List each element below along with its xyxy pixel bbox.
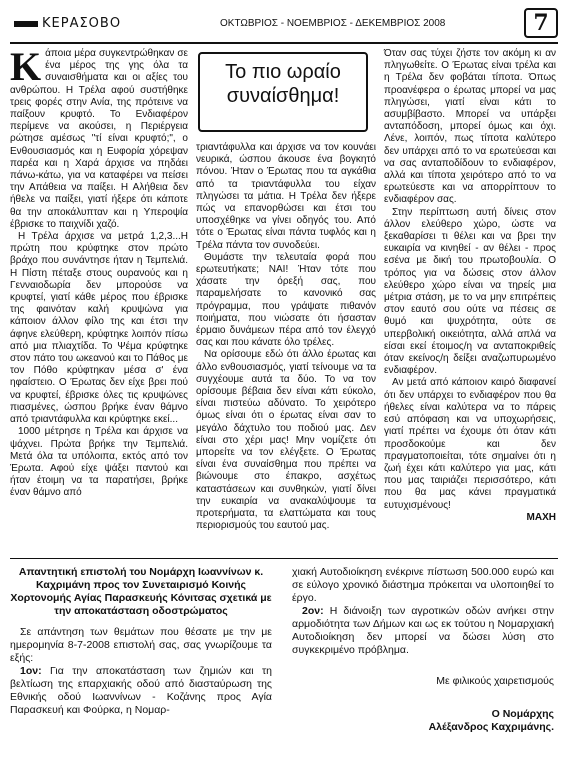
letter-heading: Απαντητική επιστολή του Νομάρχη Ιωαννίνων κ. Καχριμάνη προς τον Συνεταιρισμό Κοινής Χορτονομής Αγίας Παρασκευής Κόνιτσας σχετικά με την αποκατάσταση οδοστρώματος [10, 566, 272, 617]
paragraph: Όταν σας τύχει ζήστε τον ακόμη κι αν πληγωθείτε. Ο Έρωτας είναι τρέλα και η Τρέλα δεν φοβάται τίποτα. Όπως προανέφερα ο έρωτας μπορεί να μας πληγώσει, γιατί είναι κάτι το ασυμβίβαστο. Μπορεί να υπάρξει ανταπόδοση, μπορεί όμως και όχι. Λένε, λοιπόν, πως τίποτα καλύτερο δεν υπάρχει από το να ερωτεύεσαι και να σας ανταποδίδουν το ενδιαφέρον, αλλά και τίποτα χειρότερο από το να ερωτεύεστε και να απορρίπτουν το ενδιαφέρον σας. [384, 48, 556, 206]
article-title-line-2: συναίσθημα! [226, 85, 340, 107]
letter-point-2 [292, 605, 554, 657]
paragraph: τριαντάφυλλα και άρχισε να τον κουνάει νευρικά, ώσπου άκουσε ένα βογκητό πόνου. Ήταν ο Έρωτας που τα αγκάθια από τα τριαντάφυλλα του είχαν πληγώσει τα μάτια. Η Τρέλα δεν ήξερε πώς να επανορθώσει και έτσι του υποσχέθηκε να γίνει οδηγός του. Από τότε ο Έρωτας είναι πάντα τυφλός και η Τρέλα πάντα τον συνοδεύει. [196, 142, 376, 251]
point-label: 2ον: [302, 605, 324, 617]
article-column-3 [384, 48, 556, 524]
page-header [10, 8, 558, 40]
article-title-box [198, 52, 368, 132]
page-number: 7 [524, 8, 558, 38]
signer-title: Ο Νομάρχης [491, 708, 554, 720]
letter-point-1-cont: χιακή Αυτοδιοίκηση ενέκρινε πίστωση 500.000 ευρώ και σε εύλογο χρονικό διάστημα πρόκειται να υλοποιηθεί το έργο. [292, 566, 554, 604]
letter-intro: Σε απάντηση των θεμάτων που θέσατε με την με ημερομηνία 8-7-2008 επιστολή σας, σας γνωρίζουμε τα εξής: [10, 626, 272, 664]
letter-closing: Με φιλικούς χαιρετισμούς [436, 675, 554, 687]
paragraph: Θυμάστε την τελευταία φορά που ερωτευτήκατε; ΝΑΙ! Ήταν τότε που χάσατε την όρεξή σας, που παραμελήσατε το κανονικό σας πρόγραμμα, που γράψατε πιθανόν ποιήματα, που νιώσατε ότι ήσασταν έρμαιο δυνάμεων πέρα από τον έλεγχό σας και που κάνατε όλο τρέλες. [196, 251, 376, 349]
article-column-2 [196, 142, 376, 533]
paragraph: Στην περίπτωση αυτή δίνεις στον άλλον ελεύθερο χώρο, ώστε να ξεκαθαρίσει τι θέλει και να βρει την ευκαιρία να κινηθεί - αν θέλει - προς εσένα με δική του πρωτοβουλία. Ο τρόπος για να δώσεις στον άλλον ελεύθερο χώρο είναι να τηρείς μια μέτρια στάση, με το να μην επιτρέπεις στον εαυτό σου ούτε να πέσεις σε θυμό και ψυχρότητα, ούτε σε υπερβολική οικειότητα, αλλά απλά να είσαι εκεί έτοιμος/η να ανταποκριθείς όταν εκείνος/η δείξει αναζωπυρωμένο ενδιαφέρον. [384, 206, 556, 377]
article-title-line-1: Το πιο ωραίο [225, 61, 341, 83]
issue-date: ΟΚΤΩΒΡΙΟΣ - ΝΟΕΜΒΡΙΟΣ - ΔΕΚΕΜΒΡΙΟΣ 2008 [220, 18, 446, 29]
point-text: Για την αποκατάσταση των ζημιών και τη βελτίωση της επαρχιακής οδού από διασταύρωση της Εθνικής οδού Ιωαννίνων - Κοζάνης προς Αγία Παρασκευή και Φούρκα, η Νομαρ- [10, 665, 272, 716]
paragraph: άποια μέρα συγκεντρώθηκαν σε ένα μέρος της γης όλα τα συναισθήματα και οι αξίες του ανθρώπου. Η Τρέλα αφού συστήθηκε τρεις φορές στην Ανία, της πρότεινε να παίξουν κρυφτό. Το Ενδιαφέρον περίμενε να ακούσει, η Περιέργεια ρώτησε αμέσως "τί είναι κρυφτό;", ο Ενθουσιασμός και η Ευφορία χόρεψαν παρέα και η Χαρά άρχισε να πηδάει πάνω-κάτω, για να καταφέρει να πείσει την Απάθεια να παίξει. Η Αλήθεια δεν ήθελε να παίξει, γιατί ήξερε ότι κάποτε θα την αποκάλυπταν και η Υπεροψία έβρισκε το παιχνίδι χαζό. [10, 48, 188, 230]
point-text: Η διάνοιξη των αγροτικών οδών ανήκει στην αρμοδιότητα των Δήμων και ως εκ τούτου η Νομαρχιακή Αυτοδιοίκηση δεν μπορεί να δώσει λύση στο συγκεκριμένο πρόβλημα. [292, 605, 554, 656]
signer-name: Αλέξανδρος Καχριμάνης. [428, 721, 554, 733]
letter-column-1 [10, 566, 272, 717]
point-label: 1ον: [20, 665, 42, 677]
section-divider [10, 558, 558, 559]
article-column-1 [10, 44, 188, 500]
header-rule [10, 42, 558, 44]
drop-cap: Κ [10, 44, 42, 89]
paragraph: Να ορίσουμε εδώ ότι άλλο έρωτας και άλλο ενθουσιασμός, γιατί τείνουμε να τα συγχέουμε αυτά τα δύο. Το να τον ορίσουμε βέβαια δεν είναι κάτι εύκολο, είναι πιστεύω αδύνατο. Το χειρότερο όμως είναι ότι ο έρωτας είναι σαν το μεγάλο δάχτυλο του ποδιού μας. Δεν είναι στο χέρι μας! Μην νομίζετε ότι μπορείτε να τον ελέγξετε. Ο Έρωτας είναι ένα συναίσθημα που πρέπει να βιώνουμε στο έπακρο, ασχέτως καταστάσεων και συνθηκών, γιατί δίνει την ευκαιρία να ανακαλύψουμε τα προτερήματα, τα ελαττώματα και τους περιορισμούς του εαυτού μας. [196, 349, 376, 532]
paragraph: Η Τρέλα άρχισε να μετρά 1,2,3...Η πρώτη που κρύφτηκε στον πρώτο βράχο που συνάντησε ήταν η Τεμπελιά. Η Πίστη πέταξε στους ουρανούς και η Γενναιοδωρία δεν μπορούσε να κρυφτεί, γιατί κάθε μέρος που έβρισκε της φαινόταν καλή κρυψώνα για κάποιον άλλον φίλο της και έτσι την άφηνε ελεύθερη, κρύφτηκε λοιπόν πίσω από μια πλιαχτίδα. Το Ψέμα κρύφτηκε στον πάτο του ωκεανού και το Πάθος με τον Πόθο κρύφτηκαν μέσα σ' ένα ηφαίστειο. Ο Έρωτας δεν είχε βρει πού να κρυφτεί, έβρισκε όλες τις κρυψώνες πιασμένες, ώσπου βρήκε έναν θάμνο από τριαντάφυλλα και κρύφτηκε εκεί... [10, 231, 188, 426]
paragraph: 1000 μέτρησε η Τρέλα και άρχισε να ψάχνει. Πρώτα βρήκε την Τεμπελιά. Μετά όλα τα υπόλοιπα, εκτός από τον Έρωτα. Αφού είχε ψάξει παντού και ήταν έτοιμη να τα παρατήσει, βρήκε έναν θάμνο από [10, 426, 188, 499]
letter-point-1 [10, 665, 272, 717]
article-signature: ΜΑΧΗ [526, 511, 556, 523]
letter-column-2 [292, 566, 554, 734]
newspaper-logo: ΚΕΡΑΣΟΒΟ [14, 16, 121, 31]
paragraph: Αν μετά από κάποιον καιρό διαφανεί ότι δεν υπάρχει το ενδιαφέρον που θα ήθελες είναι καλύτερα να το πάρεις εσύ απόφαση και να υποχωρήσεις, γιατί πρέπει να έχουμε ότι όταν κάτι προσδοκούμε και δεν πραγματοποιείται, τότε σημαίνει ότι η ζωή έχει κάτι καλύτερο για μας, κάτι που μας ταιριάζει περισσότερο, κάτι που θα μας κάνει πραγματικά ευτυχισμένους! [384, 377, 556, 511]
